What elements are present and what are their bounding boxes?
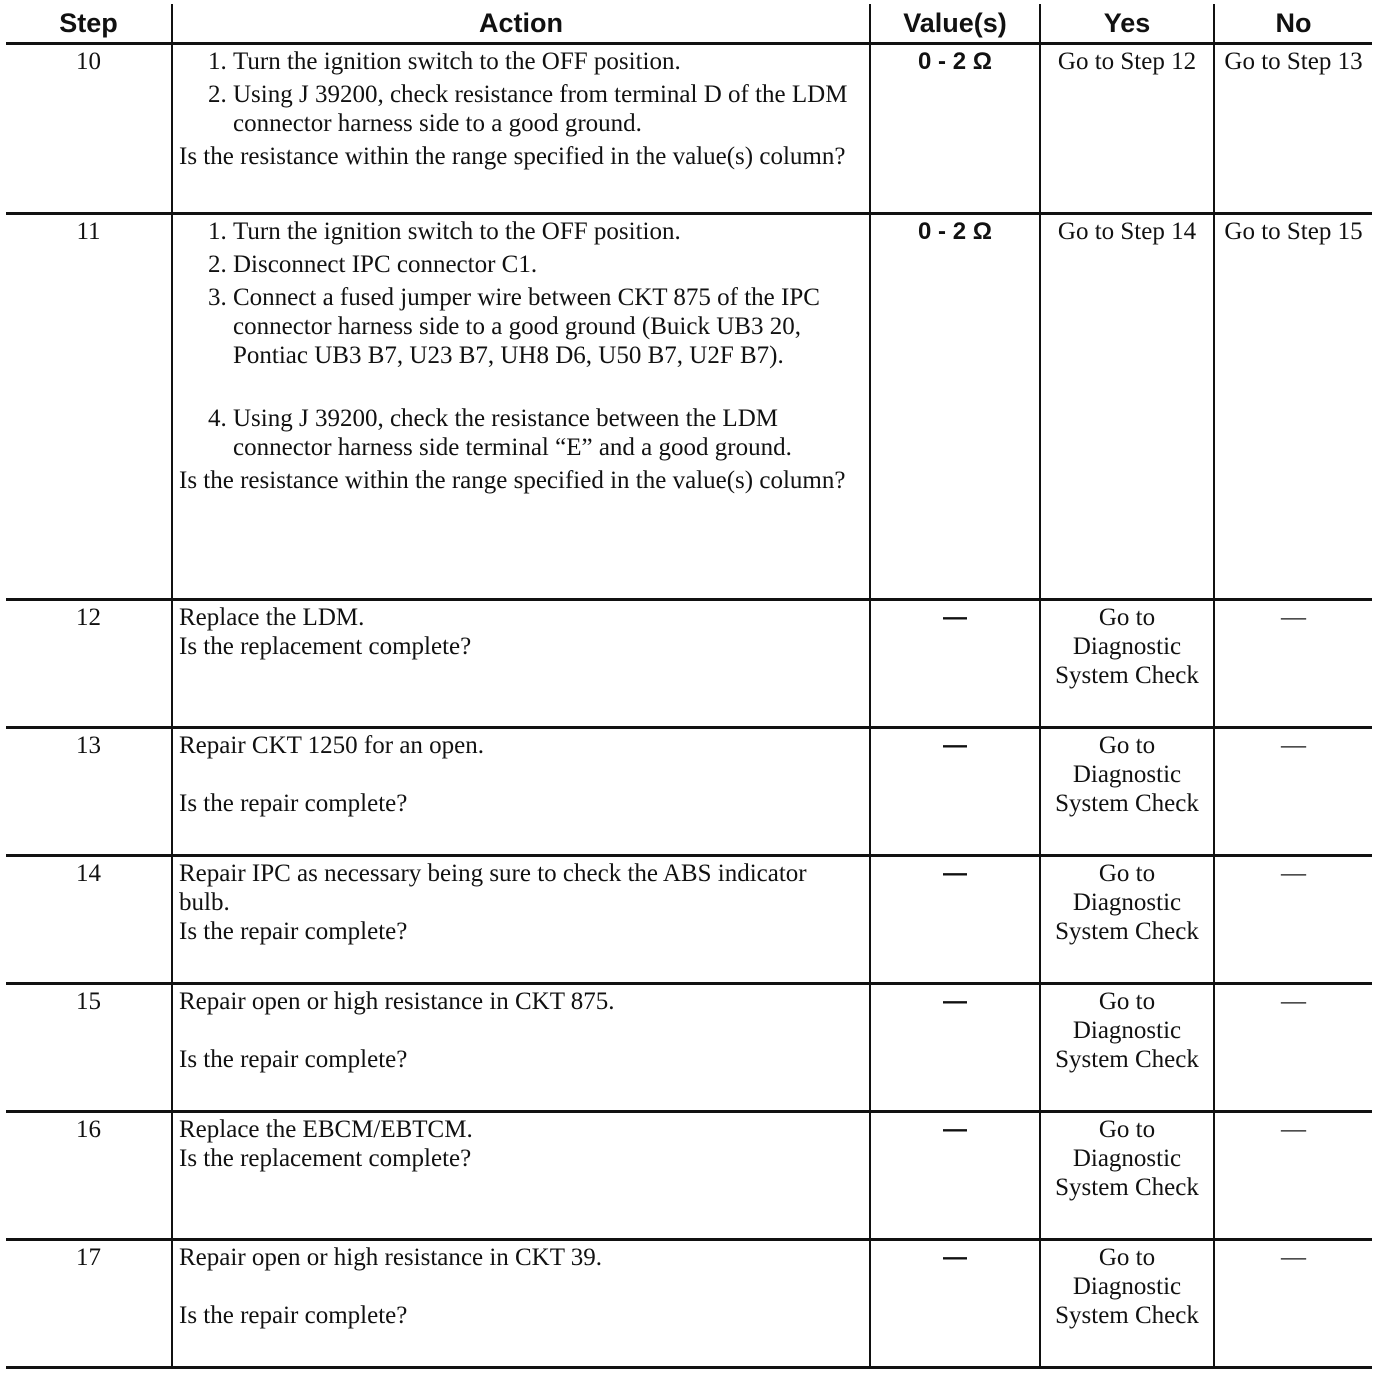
table-row-step-10 — [6, 44, 1372, 214]
no-cell: Go to Step 15 — [1214, 214, 1372, 600]
action-text: Repair open or high resistance in CKT 39. — [179, 1244, 603, 1271]
table-row-step-15 — [6, 984, 1372, 1112]
step-number: 14 — [6, 856, 172, 984]
value-cell: — — [870, 984, 1040, 1112]
no-cell: — — [1214, 1112, 1372, 1240]
spacer — [179, 1016, 863, 1045]
header-yes: Yes — [1040, 4, 1214, 44]
yes-cell: Go to Diagnostic System Check — [1040, 984, 1214, 1112]
step-number: 17 — [6, 1240, 172, 1368]
value-cell: — — [870, 600, 1040, 728]
action-cell — [172, 856, 870, 984]
header-step: Step — [6, 4, 172, 44]
header-row — [6, 4, 1372, 44]
value-cell: — — [870, 1240, 1040, 1368]
no-cell: — — [1214, 1240, 1372, 1368]
step-number: 15 — [6, 984, 172, 1112]
yes-cell: Go to Diagnostic System Check — [1040, 856, 1214, 984]
action-question: Is the repair complete? — [179, 918, 408, 945]
action-question: Is the repair complete? — [179, 1302, 408, 1329]
action-list — [179, 47, 863, 138]
value-cell: 0 - 2 Ω — [870, 214, 1040, 600]
value-cell: — — [870, 856, 1040, 984]
action-cell — [172, 600, 870, 728]
step-number: 13 — [6, 728, 172, 856]
no-cell: — — [1214, 728, 1372, 856]
action-text: Repair CKT 1250 for an open. — [179, 732, 485, 759]
action-list — [179, 217, 863, 462]
table-row-step-17 — [6, 1240, 1372, 1368]
value-cell: 0 - 2 Ω — [870, 44, 1040, 214]
action-question: Is the repair complete? — [179, 790, 408, 817]
yes-cell: Go to Diagnostic System Check — [1040, 600, 1214, 728]
value-cell: — — [870, 728, 1040, 856]
spacer — [179, 1272, 863, 1301]
action-question: Is the resistance within the range specified in the value(s) column? — [179, 467, 846, 494]
no-cell: — — [1214, 856, 1372, 984]
action-cell — [172, 728, 870, 856]
yes-cell: Go to Step 14 — [1040, 214, 1214, 600]
action-cell — [172, 44, 870, 214]
action-question: Is the resistance within the range specified in the value(s) column? — [179, 143, 846, 170]
action-text: Replace the LDM. — [179, 604, 365, 631]
action-cell — [172, 1240, 870, 1368]
action-item: 1. Turn the ignition switch to the OFF position. — [233, 217, 863, 246]
no-cell: Go to Step 13 — [1214, 44, 1372, 214]
table-row-step-14 — [6, 856, 1372, 984]
action-question: Is the replacement complete? — [179, 1145, 472, 1172]
header-values: Value(s) — [870, 4, 1040, 44]
diagnostic-table — [6, 4, 1372, 1369]
table-row-step-11 — [6, 214, 1372, 600]
action-cell — [172, 214, 870, 600]
step-number: 10 — [6, 44, 172, 214]
table-row-step-13 — [6, 728, 1372, 856]
action-cell — [172, 984, 870, 1112]
yes-cell: Go to Step 12 — [1040, 44, 1214, 214]
action-item: 2. Using J 39200, check resistance from terminal D of the LDM connector harness side to a good ground. — [233, 80, 863, 138]
action-text: Repair IPC as necessary being sure to check the ABS indicator bulb. — [179, 860, 807, 916]
no-cell: — — [1214, 600, 1372, 728]
table-row-step-16 — [6, 1112, 1372, 1240]
yes-cell: Go to Diagnostic System Check — [1040, 1112, 1214, 1240]
value-cell: — — [870, 1112, 1040, 1240]
step-number: 12 — [6, 600, 172, 728]
action-cell — [172, 1112, 870, 1240]
table-row-step-12 — [6, 600, 1372, 728]
action-item: 3. Connect a fused jumper wire between CKT 875 of the IPC connector harness side to a good ground (Buick UB3 20, Pontiac UB3 B7, U23 B7, UH8 D6, U50 B7, U2F B7). — [233, 283, 863, 370]
action-question: Is the repair complete? — [179, 1046, 408, 1073]
action-item: 2. Disconnect IPC connector C1. — [233, 250, 863, 279]
action-text: Replace the EBCM/EBTCM. — [179, 1116, 473, 1143]
yes-cell: Go to Diagnostic System Check — [1040, 728, 1214, 856]
step-number: 11 — [6, 214, 172, 600]
action-item: 1. Turn the ignition switch to the OFF position. — [233, 47, 863, 76]
header-action: Action — [172, 4, 870, 44]
yes-cell: Go to Diagnostic System Check — [1040, 1240, 1214, 1368]
step-number: 16 — [6, 1112, 172, 1240]
no-cell: — — [1214, 984, 1372, 1112]
spacer — [179, 760, 863, 789]
action-item: 4. Using J 39200, check the resistance between the LDM connector harness side terminal “E” and a good ground. — [233, 404, 863, 462]
action-text: Repair open or high resistance in CKT 875. — [179, 988, 615, 1015]
header-no: No — [1214, 4, 1372, 44]
action-question: Is the replacement complete? — [179, 633, 472, 660]
